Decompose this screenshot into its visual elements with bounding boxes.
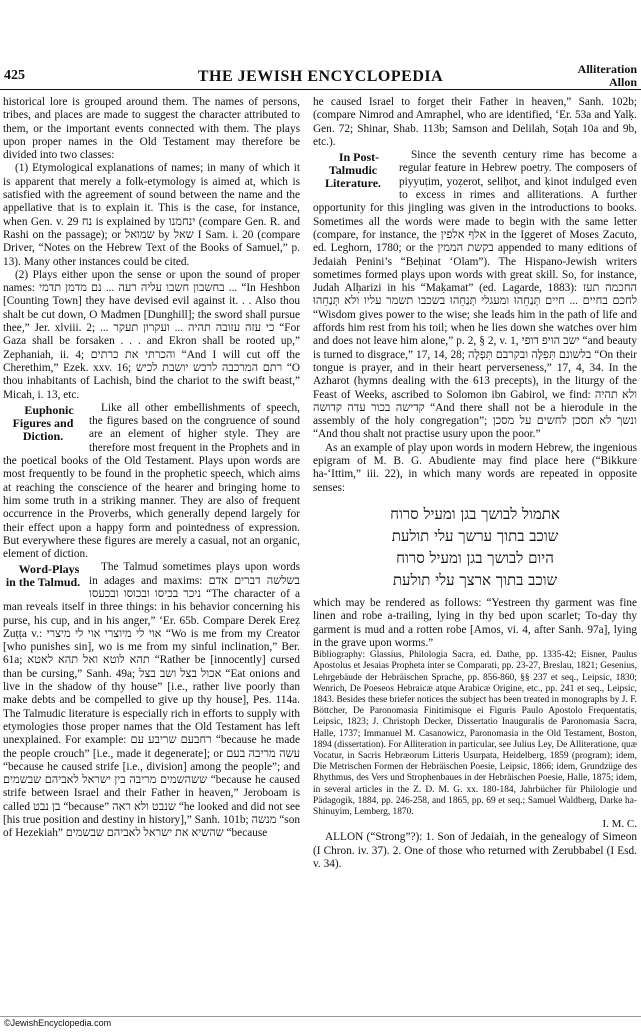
header-rule <box>0 89 641 90</box>
paragraph-text: The Talmud sometimes plays upon words in adages and maxims: בשלשה דברים אדם ניכר בכיסו ובכוסו ובכעסו “The character of a man reveals itself in three things: in his behavior concerning his purse, his cup, and in his anger,” ‘Er. 65b. Compare Derek Ereẓ Zuṭṭa v.: אוי לי מיוצרי אוי לי מיצרי “Wo is me from my Creator [who punishes sin], wo is me from my sinful inclination,” Ber. 61a; תהא לוטא ואל תהא לאטא “Rather be [innocently] cursed than be cursing,” Sanh. 49a; אכול בצל ושב בצל “Eat onions and live in the shadow of thy house” [i.e., rather live poorly than make debts and be compelled to give up thy house], Pes. 114a. The Talmudic literature is especially rich in efforts to supply with etymologies those proper names that the Old Testament has left unexplained. For example: רחבעם שריבע עם “because he made the people crouch” [i.e., made it degenerate]; or עשה מריבה בעם “because he caused strife [i.e., division] among the people”; and ששהשמים מריבה בין ישראל לאביהם שבשמים “because he caused strife between Israel and their Father in heaven,” Jeroboam is called בן נבט “because” שנבט ולא ראה “he looked and did not see [his true position and destiny in history],” Sanh. 101b; מנשה “son of Hezekiah” שהשיא את ישראל לאביהם שבשמים “because <box>3 561 301 840</box>
page-number: 425 <box>4 68 25 83</box>
page-header <box>0 0 641 89</box>
right-column <box>313 96 637 871</box>
entry-allon: ALLON (“Strong”?): 1. Son of Jedaiah, in the genealogy of Simeon (I Chron. iv. 37). 2. One of those who returned with Zerubbabel (I Esd. v. 34). <box>313 831 637 871</box>
running-head-top: Alliteration <box>577 62 637 76</box>
author-signature: I. M. C. <box>602 818 637 831</box>
paragraph: which may be rendered as follows: “Yestreen thy garment was fine linen and robe a-trailing, lying in thy bed upon scarlet; To-day thy garment is mud and a rotten robe [Amos, vi. 4, after Sanh. 97a], lying in the grave upon worms.” <box>313 596 637 649</box>
paragraph-text: Since the seventh century rime has become a regular feature in Hebrew poetry. The composers of piyyuṭim, yoẓerot, seliḥot, and ḳinot indulged even to excess in rimes and alliterations. A further opportunity for this jingling was given in the introductions to books. Sometimes all the words were made to begin with the same letter (compare, for instance, the אלף אלפין in the Iggeret of Moses Zacuto, ed. Leghorn, 1780; or the בקשת הממין appended to many editions of Jedaiah Penini’s “Beḥinat ‘Olam”). The Hispano-Jewish writers sometimes formed plays upon words with great skill. So, for instance, Judah Alḥarizi in his “Maḳamat” (ed. Lagarde, 1883): החכמה תעז לחכם בחיים ... חיים תְּנַחֵהוּ ומעגלי תְּנַחֵהוּ בשכבו תשמר עליו ולא תְּנַחֵהוּ “Wisdom gives power to the wise; she leads him in the path of life and affords him rest from his toil; when he lies down she watches over him and does not leave him alone,” p. 2, § 2, v. 1, ישב הויפ דופי “and beauty is turned to disgrace,” 17, 14, 28; בלשונם תִּפִלָּה ובקרבם תִּפְלָה “On their tongue is prayer, and in their heart perverseness,” 17, 4, 34. In the Azharot (hymns dealing with the 613 precepts), in the liturgy of the Feast of Weeks, ascribed to Solomon ibn Gabirol, we find: ולא תהיה קדישה בכור עדה קדושה “And there shall not be a hierodule in the assembly of the holy congregation”; ונשך לא תסכן לחשים על מסכן “And thou shalt not practise usury upon the poor.” <box>313 149 638 441</box>
paragraph: (1) Etymological explanations of names; in many of which it is apparent that merely a folk-etymology is aimed at, which is satisfied with the agreement of sound between the name and the appellative that is to explain it. This is the case, for instance, when Gen. v. 29 נח is explained by ינחמנו (compare Gen. R. and Rashi on the passage); or שמואל by שאל I Sam. i. 20 (compare Driver, “Notes on the Hebrew Text of the Books of Samuel,” p. 13). Many other instances could be cited. <box>3 162 301 268</box>
paragraph: (2) Plays either upon the sense or upon the sound of proper names: בחשבון חשבו עליה רעה ... נם מדמן תדמי ... “In Heshbon [Counting Town] they have devised evil against it. . . Also thou shalt be cut down, O Madmen [Dunghill]; the sword shall pursue thee,” Jer. xlviii. 2; ... כי עזה עזובה תהיה ... ועקרון תעקר “For Gaza shall be forsaken . . . and Ekron shall be rooted up,” Zephaniah, ii. 4; והכרתי את כרתים “And I will cut off the Cherethim,” Ezek. xxv. 16; רתם המרכבה לרכש יושבת לכיש “O thou inhabitants of Lachish, bind the chariot to the swift beast,” Micah, i. 13, etc. <box>3 268 300 401</box>
paragraph <box>3 561 300 840</box>
paragraph: he caused Israel to forget their Father in heaven,” Sanh. 102b; (compare Nimrod and Amraphel, who are identified, ‘Er. 53a and Yalḳ. Gen. 72; Shinar, Shab. 113b; Samson and Delilah, Soṭah 10a and 9b, etc.). <box>313 96 637 148</box>
poem-line: שוכב בתוך ערשך עלי תולעת <box>391 526 559 545</box>
bibliography: Bibliography: Glassius, Philologia Sacra, ed. Dathe, pp. 1335-42; Eisner, Paulus Apostolus et Jesaias Propheta inter se Comparati, pp. 23-27, Breslau, 1821; Gesenius, Lehrgebäude der Hebräischen Sprache, pp. 856-860, §§ 237 et seq., Leipsic, 1830; Wenrich, De Poeseos Hebraicæ atque Arabicæ Origine, etc., pp. 241 et seq., Leipsic, 1843. Besides these briefer notices the subject has been treated in monographs by J. F. Böttcher, De Paronomasia Finitimisque ei Figuris Paulo Apostolo Frequentatis, Leipsic, 1823; J. Christoph Decker, Dissertatio Inauguralis de Paronomasia Sacra, Halle, 1737; Immanuel M. Casanowicz, Paronomasia in the Old Testament, Boston, 1894 (dissertation). For Alliteration in particular, see Julius Ley, De Alliteratione, quæ Vocatur, in Sacris Hebræorum Litteris Usurpata, Heidelberg, 1859 (program); idem, Die Metrischen Formen der Hebräischen Poesie, Leipsic, 1866; idem, Grundzüge des Rhythmus, des Vers und Strophenbaues in der Hebräischen Poesie, Halle, 1875; idem, in several articles in the Z. D. M. G. xx. 180-184, Jahrbücher für Philologie und Pädagogik, 1884, pp. 246-258, and 1865, pp. 69 et seq.; Samuel Waldberg, Darke ha-Shinuyim, Lemberg, 1870. <box>313 650 637 817</box>
sidenote-word-plays: Word-Plays in the Talmud. <box>5 562 81 590</box>
running-title: THE JEWISH ENCYCLOPEDIA <box>197 68 444 85</box>
poem-line: היום לבושך בגן ומעיל סרוח <box>396 548 554 567</box>
paragraph <box>3 402 300 562</box>
paragraph: As an example of play upon words in modern Hebrew, the ingenious epigram of M. B. G. Abudiente may find place here (“Bikkure ha-‘Ittim,” iii. 22), in which many words are repeated in opposite senses: <box>313 441 637 494</box>
paragraph: historical lore is grouped around them. The names of persons, tribes, and places are made to suggest the character attributed to them, or the important events connected with them. The plays upon proper names in the Old Testament may therefore be divided into two classes: <box>3 96 300 162</box>
sidenote-euphonic-figures: Euphonic Figures and Diction. <box>12 402 74 443</box>
paragraph-text: Like all other embellishments of speech, the figures based on the congruence of sound are an element of higher style. They are therefore most frequent in the Prophets and in the poetical books of the Old Testament. Plays upon words are most frequently to be found in the prophetic speech, which aims at reaching the conscience of the hearer and bringing home to him some truth in a striking manner. They are also of frequent occurrence in the Proverbs, which generally depend largely for their effect upon a happy form and pointedness of expression. But everywhere these figures are merely a casual, not an organic, element of diction. <box>3 401 300 561</box>
footer-rule <box>0 1016 641 1017</box>
running-head-right <box>578 63 637 89</box>
poem-line: אתמול לבושך בגן ומעיל סרוח <box>390 504 560 523</box>
hebrew-epigram <box>313 503 637 591</box>
paragraph <box>313 149 637 442</box>
running-head-bottom: Allon <box>608 75 637 89</box>
poem-line: שוכב בתוך ארצך עלי תולעת <box>392 570 558 589</box>
left-column <box>3 96 300 841</box>
sidenote-post-talmudic: In Post-Talmudic Literature. <box>324 150 382 191</box>
footer-credit: ©JewishEncyclopedia.com <box>4 1018 112 1028</box>
